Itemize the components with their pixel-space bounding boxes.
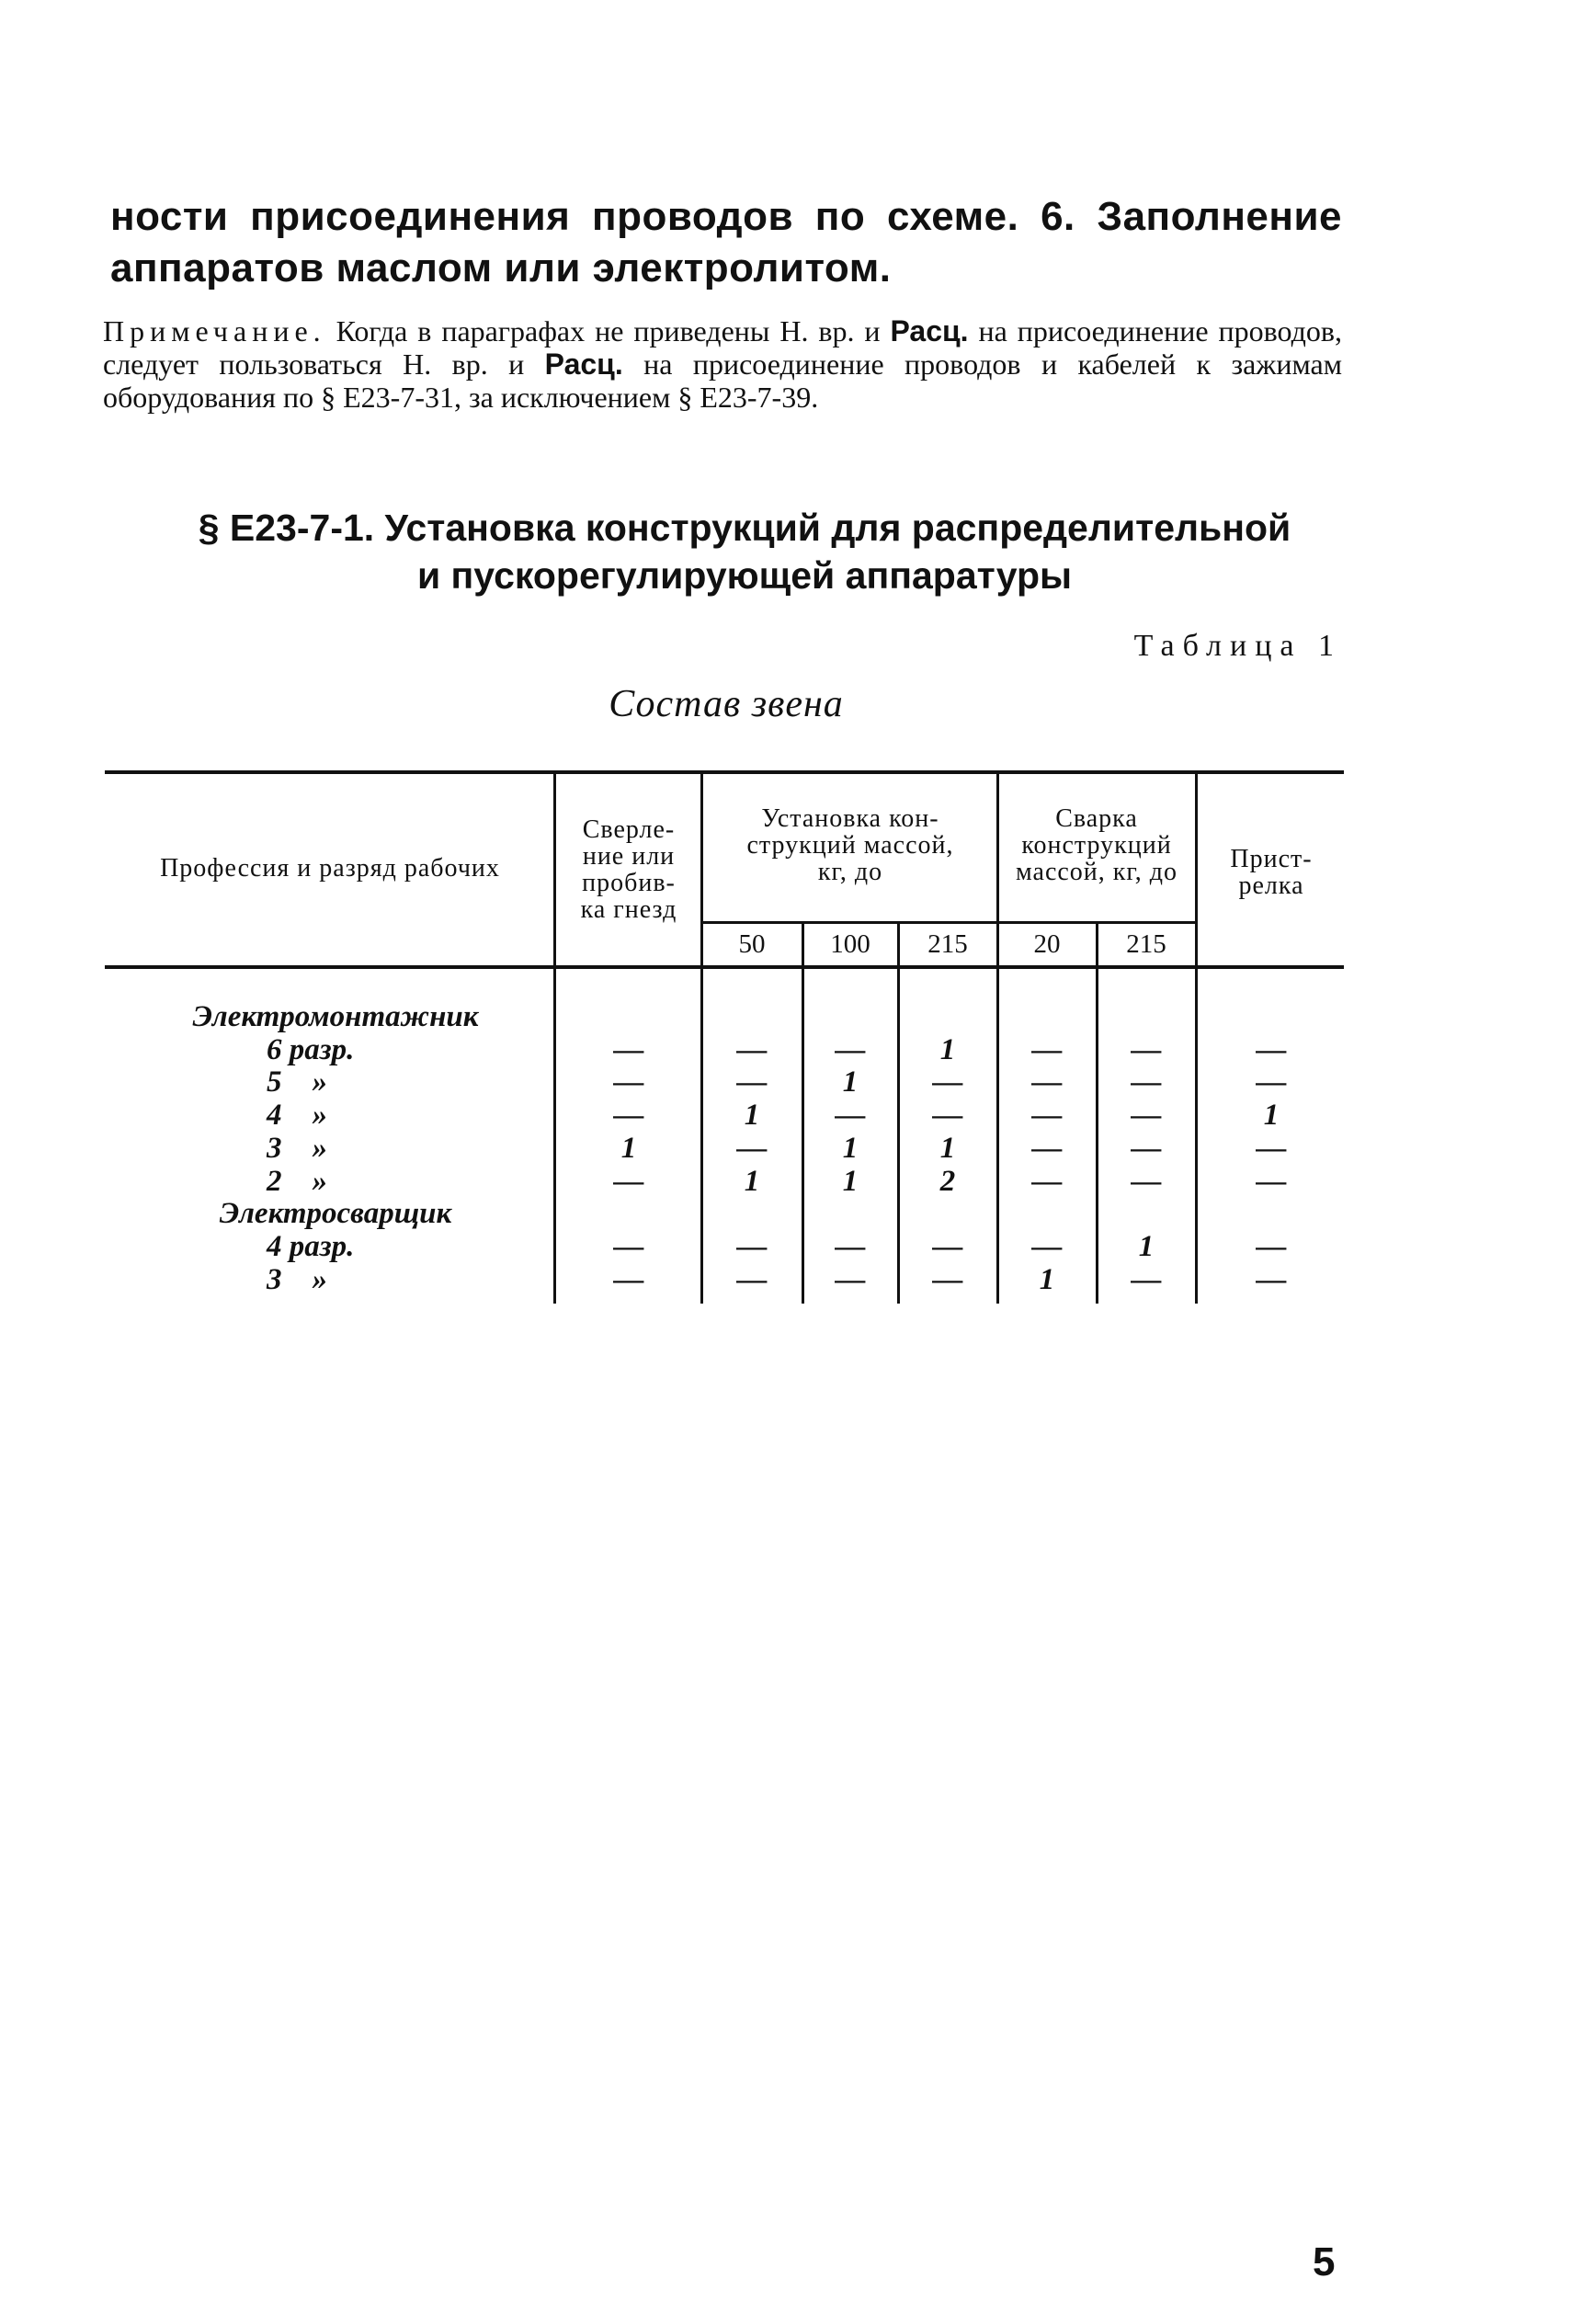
table-cell: — bbox=[932, 1263, 963, 1296]
table-cell: — bbox=[1256, 1165, 1287, 1198]
table-cell: — bbox=[932, 1230, 963, 1263]
table-cell bbox=[1098, 1000, 1195, 1033]
header-profession: Профессия и разряд рабочих bbox=[160, 854, 500, 883]
table-cell: — bbox=[1131, 1033, 1162, 1066]
subheader-install-215: 215 bbox=[927, 929, 968, 959]
table-cell: — bbox=[1256, 1033, 1287, 1066]
table-cell: 1 bbox=[939, 1132, 956, 1165]
table-cell: 1 bbox=[842, 1165, 859, 1198]
table-cell bbox=[998, 1197, 1096, 1230]
table-cell: 1 bbox=[1138, 1230, 1155, 1263]
table-cell: — bbox=[1031, 1132, 1063, 1165]
table-cell: — bbox=[835, 1099, 866, 1132]
table-cell: — bbox=[1131, 1099, 1162, 1132]
table-cell: — bbox=[835, 1230, 866, 1263]
table-cell: 1 bbox=[744, 1099, 760, 1132]
table-cell: — bbox=[1031, 1033, 1063, 1066]
row-label: 5 » bbox=[267, 1065, 327, 1099]
table-cell bbox=[998, 1000, 1096, 1033]
note-text-1: Когда в параграфах не приведены Н. вр. и bbox=[325, 314, 891, 347]
table-title: Состав звена bbox=[609, 683, 844, 725]
note bbox=[103, 314, 1342, 414]
table-cell: — bbox=[1031, 1230, 1063, 1263]
note-bold-1: Расц. bbox=[890, 314, 969, 347]
note-text-3: на присоединение проводов и кабелей к зажимам оборудования по § Е23-7-31, за исключением § Е23-7-39. bbox=[103, 347, 1343, 414]
header-welding-line: конструкций bbox=[1021, 831, 1172, 860]
table-cell: — bbox=[835, 1263, 866, 1296]
table-top-rule bbox=[105, 770, 1344, 774]
table-cell: — bbox=[613, 1033, 644, 1066]
row-label: 3 » bbox=[267, 1132, 327, 1165]
header-welding-line: Сварка bbox=[1055, 804, 1138, 833]
table-cell: — bbox=[1031, 1165, 1063, 1198]
body-paragraph: ности присоединения проводов по схеме. 6. Заполнение аппаратов маслом или электролитом. bbox=[110, 194, 1342, 290]
row-label: 3 » bbox=[267, 1263, 327, 1296]
table-cell: — bbox=[1256, 1065, 1287, 1099]
table-subheader-rule bbox=[700, 921, 1197, 924]
row-label: Электросварщик bbox=[219, 1197, 452, 1230]
table-cell: — bbox=[835, 1033, 866, 1066]
section-heading-line-2: и пускорегулирующей аппаратуры bbox=[416, 554, 1073, 597]
table-cell: — bbox=[1256, 1132, 1287, 1165]
note-label: Примечание. bbox=[103, 314, 326, 347]
table-cell bbox=[803, 1197, 897, 1230]
table-cell: — bbox=[736, 1033, 768, 1066]
table-col-divider bbox=[1195, 772, 1198, 1304]
table-cell: — bbox=[613, 1165, 644, 1198]
header-drilling-line: пробив- bbox=[582, 869, 676, 897]
table-cell: 1 bbox=[842, 1132, 859, 1165]
table-cell bbox=[1098, 1197, 1195, 1230]
header-welding-line: массой, кг, до bbox=[1016, 858, 1178, 886]
table-cell: — bbox=[1131, 1165, 1162, 1198]
table-cell bbox=[557, 1000, 700, 1033]
table-cell: — bbox=[1131, 1263, 1162, 1296]
table-cell: 1 bbox=[744, 1165, 760, 1198]
table-cell bbox=[702, 1197, 802, 1230]
table-header-rule bbox=[105, 965, 1344, 969]
table-cell: — bbox=[613, 1230, 644, 1263]
table-cell: 1 bbox=[620, 1132, 637, 1165]
table-cell: 1 bbox=[1039, 1263, 1055, 1296]
page-number: 5 bbox=[1313, 2239, 1336, 2284]
table-cell: — bbox=[1256, 1263, 1287, 1296]
header-drilling-line: ка гнезд bbox=[580, 895, 677, 924]
table-cell bbox=[557, 1197, 700, 1230]
table-cell bbox=[702, 1000, 802, 1033]
table-cell: — bbox=[1256, 1230, 1287, 1263]
table-cell bbox=[803, 1000, 897, 1033]
table-cell: — bbox=[613, 1065, 644, 1099]
subheader-weld-20: 20 bbox=[1033, 929, 1061, 959]
header-installation-line: струкций массой, bbox=[746, 831, 954, 860]
table-cell: 1 bbox=[939, 1033, 956, 1066]
header-installation-line: кг, до bbox=[817, 858, 883, 886]
row-label: Электромонтажник bbox=[192, 1000, 479, 1033]
header-fitting-line: релка bbox=[1238, 872, 1304, 900]
table-cell: — bbox=[613, 1263, 644, 1296]
row-label: 2 » bbox=[267, 1165, 327, 1198]
table-cell bbox=[899, 1000, 996, 1033]
section-heading bbox=[175, 504, 1314, 599]
table-cell: — bbox=[736, 1263, 768, 1296]
table-cell: 1 bbox=[1263, 1099, 1280, 1132]
note-bold-2: Расц. bbox=[544, 347, 623, 381]
table-cell: — bbox=[1031, 1065, 1063, 1099]
header-installation-line: Установка кон- bbox=[761, 804, 939, 833]
table-cell bbox=[1199, 1197, 1344, 1230]
table-cell: — bbox=[932, 1065, 963, 1099]
header-drilling-line: ние или bbox=[582, 842, 676, 871]
row-label: 4 » bbox=[267, 1099, 327, 1132]
table-cell: — bbox=[1031, 1099, 1063, 1132]
table-cell bbox=[1199, 1000, 1344, 1033]
header-fitting bbox=[1199, 846, 1344, 899]
table-cell: 1 bbox=[842, 1065, 859, 1099]
table-cell: — bbox=[736, 1132, 768, 1165]
table-cell: — bbox=[613, 1099, 644, 1132]
header-welding bbox=[998, 805, 1195, 885]
table-cell: — bbox=[736, 1065, 768, 1099]
subheader-weld-215: 215 bbox=[1126, 929, 1166, 959]
header-drilling bbox=[557, 816, 700, 923]
row-label: 6 разр. bbox=[267, 1033, 355, 1066]
row-label: 4 разр. bbox=[267, 1230, 355, 1263]
subheader-install-50: 50 bbox=[738, 929, 766, 959]
header-drilling-line: Сверле- bbox=[582, 815, 676, 844]
table-cell: — bbox=[932, 1099, 963, 1132]
header-installation bbox=[704, 805, 996, 885]
table-cell: — bbox=[1131, 1132, 1162, 1165]
table-cell: — bbox=[1131, 1065, 1162, 1099]
header-fitting-line: Прист- bbox=[1230, 845, 1313, 873]
note-text-2: на присоединение проводов, следует пользоваться Н. вр. и bbox=[103, 314, 1342, 381]
table-cell bbox=[899, 1197, 996, 1230]
subheader-install-100: 100 bbox=[830, 929, 870, 959]
section-heading-line-1: § Е23-7-1. Установка конструкций для распределительной bbox=[198, 507, 1291, 549]
table-cell: — bbox=[736, 1230, 768, 1263]
table-cell: 2 bbox=[939, 1165, 956, 1198]
table-label: Таблица 1 bbox=[1133, 629, 1342, 663]
